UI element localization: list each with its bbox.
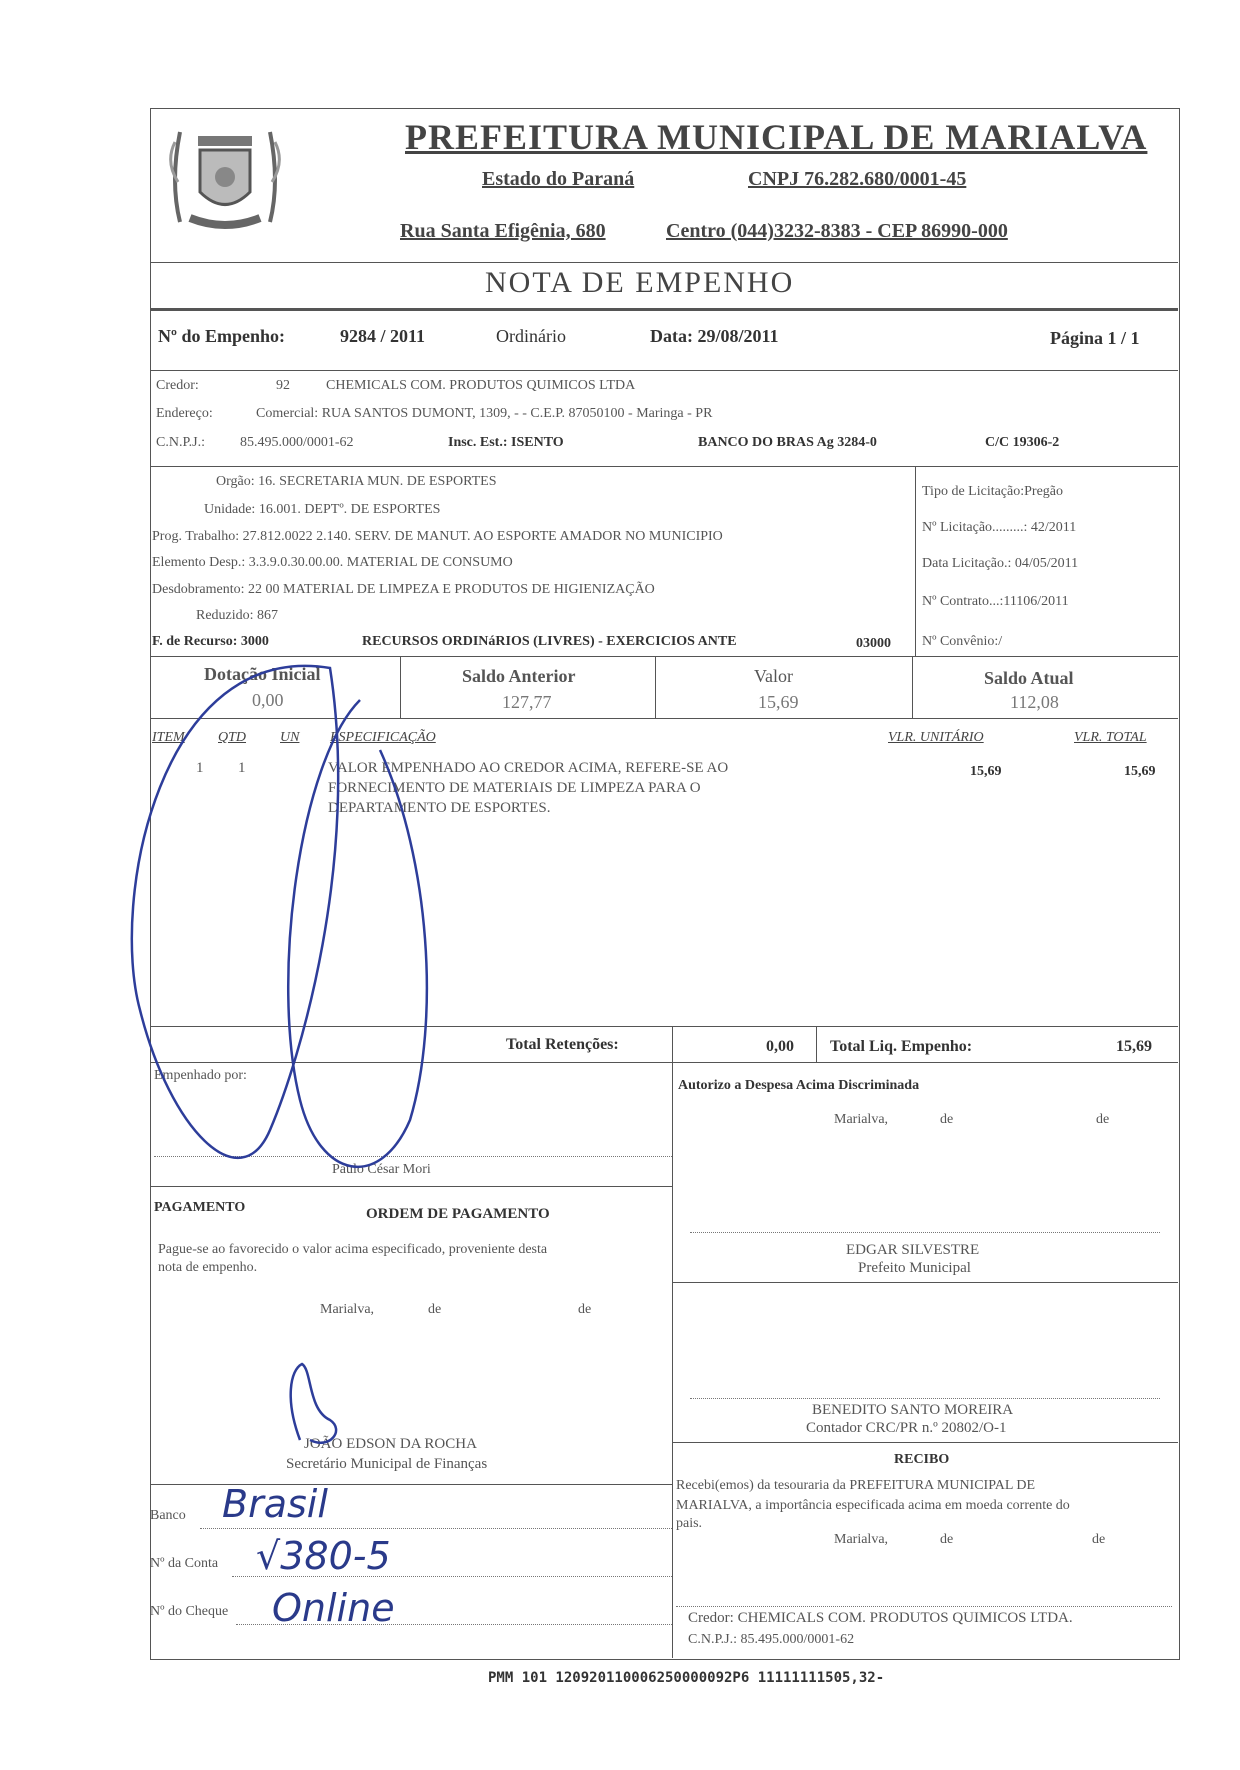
ordem-pagamento-heading: ORDEM DE PAGAMENTO [366, 1206, 550, 1222]
data-licitacao: Data Licitação.: 04/05/2011 [922, 556, 1079, 571]
col-item: ITEM [152, 730, 185, 745]
endereco-label: Endereço: [156, 406, 213, 421]
address-street: Rua Santa Efigênia, 680 [400, 220, 606, 242]
pague-se-text: nota de empenho. [158, 1260, 258, 1275]
date-de: de [578, 1302, 592, 1317]
valor-value: 15,69 [758, 692, 799, 712]
empenho-number: 9284 / 2011 [340, 326, 426, 346]
item-description: FORNECIMENTO DE MATERIAIS DE LIMPEZA PARA O [328, 780, 701, 796]
date-de: de [428, 1302, 442, 1317]
cnpj-credor-value: 85.495.000/0001-62 [240, 435, 354, 450]
recibo-heading: RECIBO [894, 1452, 950, 1467]
empenhado-name: Paulo César Mori [332, 1162, 431, 1177]
tipo-licitacao: Tipo de Licitação:Pregão [922, 484, 1064, 499]
marialva-date: Marialva, [834, 1112, 889, 1127]
col-qtd: QTD [218, 730, 247, 745]
endereco-value: Comercial: RUA SANTOS DUMONT, 1309, - - C.E.P. 87050100 - Maringa - PR [256, 406, 713, 421]
recibo-text: Recebi(emos) da tesouraria da PREFEITURA MUNICIPAL DE [676, 1478, 1036, 1493]
valor-label: Valor [754, 666, 793, 686]
unidade: Unidade: 16.001. DEPTº. DE ESPORTES [204, 502, 441, 517]
date-de: de [1096, 1112, 1110, 1127]
cheque-label: Nº do Cheque [150, 1604, 229, 1619]
state-label: Estado do Paraná [482, 168, 635, 190]
reduzido: Reduzido: 867 [196, 608, 279, 623]
contador-role: Contador CRC/PR n.º 20802/O-1 [806, 1420, 1007, 1436]
handwritten-banco: Brasil [222, 1482, 328, 1526]
empenho-date: Data: 29/08/2011 [650, 326, 779, 346]
desdobramento: Desdobramento: 22 00 MATERIAL DE LIMPEZA E PRODUTOS DE HIGIENIZAÇÃO [152, 582, 655, 597]
marialva-date: Marialva, [834, 1532, 889, 1547]
col-especificacao: ESPECIFICAÇÃO [330, 730, 436, 745]
credor-code: 92 [276, 378, 290, 393]
address-contact: Centro (044)3232-8383 - CEP 86990-000 [666, 220, 1008, 242]
pagamento-heading: PAGAMENTO [154, 1200, 246, 1215]
prefeito-role: Prefeito Municipal [858, 1260, 971, 1276]
empenho-type: Ordinário [496, 326, 566, 346]
total-retencoes-value: 0,00 [766, 1038, 794, 1055]
dotacao-inicial-label: Dotação Inicial [204, 664, 321, 684]
item-description: VALOR EMPENHADO AO CREDOR ACIMA, REFERE-SE AO [328, 760, 729, 776]
inscricao-estadual: Insc. Est.: ISENTO [448, 435, 564, 450]
empenhado-por-label: Empenhado por: [154, 1068, 247, 1083]
total-liquido-value: 15,69 [1116, 1038, 1152, 1055]
saldo-anterior-label: Saldo Anterior [462, 666, 576, 686]
item-total-value: 15,69 [1124, 764, 1156, 779]
empenho-number-label: Nº do Empenho: [158, 326, 285, 346]
credor-name: CHEMICALS COM. PRODUTOS QUIMICOS LTDA [326, 378, 636, 393]
banco-label: Banco [150, 1508, 186, 1523]
recibo-text: pais. [676, 1516, 703, 1531]
autorizo-heading: Autorizo a Despesa Acima Discriminada [678, 1078, 920, 1093]
saldo-atual-value: 112,08 [1010, 692, 1059, 712]
conta-corrente: C/C 19306-2 [985, 435, 1060, 450]
banco-agencia: BANCO DO BRAS Ag 3284-0 [698, 435, 877, 450]
numero-contrato: Nº Contrato...:11106/2011 [922, 594, 1069, 609]
orgao: Orgão: 16. SECRETARIA MUN. DE ESPORTES [216, 474, 497, 489]
date-de: de [1092, 1532, 1106, 1547]
item-description: DEPARTAMENTO DE ESPORTES. [328, 800, 551, 816]
document-title: NOTA DE EMPENHO [485, 266, 795, 299]
total-liquido-label: Total Liq. Empenho: [830, 1038, 973, 1055]
secretario-name: JOÃO EDSON DA ROCHA [304, 1436, 477, 1452]
col-un: UN [280, 730, 300, 745]
cnpj-label: CNPJ 76.282.680/0001-45 [748, 168, 967, 190]
recibo-cnpj: C.N.P.J.: 85.495.000/0001-62 [688, 1632, 855, 1647]
recibo-text: MARIALVA, a importância especificada acima em moeda corrente do [676, 1498, 1070, 1513]
page-number: Página 1 / 1 [1050, 328, 1140, 348]
col-vlr-total: VLR. TOTAL [1074, 730, 1147, 745]
marialva-date: Marialva, [320, 1302, 375, 1317]
date-de: de [940, 1532, 954, 1547]
elemento-despesa: Elemento Desp.: 3.3.9.0.30.00.00. MATERIAL DE CONSUMO [152, 555, 513, 570]
total-retencoes-label: Total Retenções: [506, 1036, 619, 1053]
fonte-recurso-label: F. de Recurso: 3000 [152, 634, 269, 649]
item-unit-value: 15,69 [970, 764, 1002, 779]
pague-se-text: Pague-se ao favorecido o valor acima especificado, proveniente desta [158, 1242, 548, 1257]
page-title: PREFEITURA MUNICIPAL DE MARIALVA [405, 117, 1148, 157]
col-vlr-unitario: VLR. UNITÁRIO [888, 730, 984, 745]
dotacao-inicial-value: 0,00 [252, 690, 284, 710]
programa-trabalho: Prog. Trabalho: 27.812.0022 2.140. SERV. DE MANUT. AO ESPORTE AMADOR NO MUNICIPIO [152, 529, 723, 544]
fonte-recurso-code: 03000 [856, 636, 891, 651]
secretario-role: Secretário Municipal de Finanças [286, 1456, 488, 1472]
footer-code: PMM 101 120920110006250000092P6 11111111505,32- [488, 1670, 885, 1686]
item-qtd: 1 [238, 760, 246, 776]
date-de: de [940, 1112, 954, 1127]
handwritten-cheque: Online [272, 1586, 395, 1630]
fonte-recurso: RECURSOS ORDINáRIOS (LIVRES) - EXERCICIOS ANTE [362, 634, 737, 649]
saldo-atual-label: Saldo Atual [984, 668, 1074, 688]
cnpj-credor-label: C.N.P.J.: [156, 435, 206, 450]
contador-name: BENEDITO SANTO MOREIRA [812, 1402, 1014, 1418]
conta-label: Nº da Conta [150, 1556, 219, 1571]
handwritten-conta: √380-5 [256, 1534, 391, 1578]
numero-licitacao: Nº Licitação.........: 42/2011 [922, 520, 1077, 535]
prefeito-name: EDGAR SILVESTRE [846, 1242, 980, 1258]
credor-label: Credor: [156, 378, 199, 393]
item-number: 1 [196, 760, 204, 776]
numero-convenio: Nº Convênio:/ [922, 634, 1003, 649]
saldo-anterior-value: 127,77 [502, 692, 552, 712]
recibo-credor: Credor: CHEMICALS COM. PRODUTOS QUIMICOS LTDA. [688, 1610, 1073, 1626]
